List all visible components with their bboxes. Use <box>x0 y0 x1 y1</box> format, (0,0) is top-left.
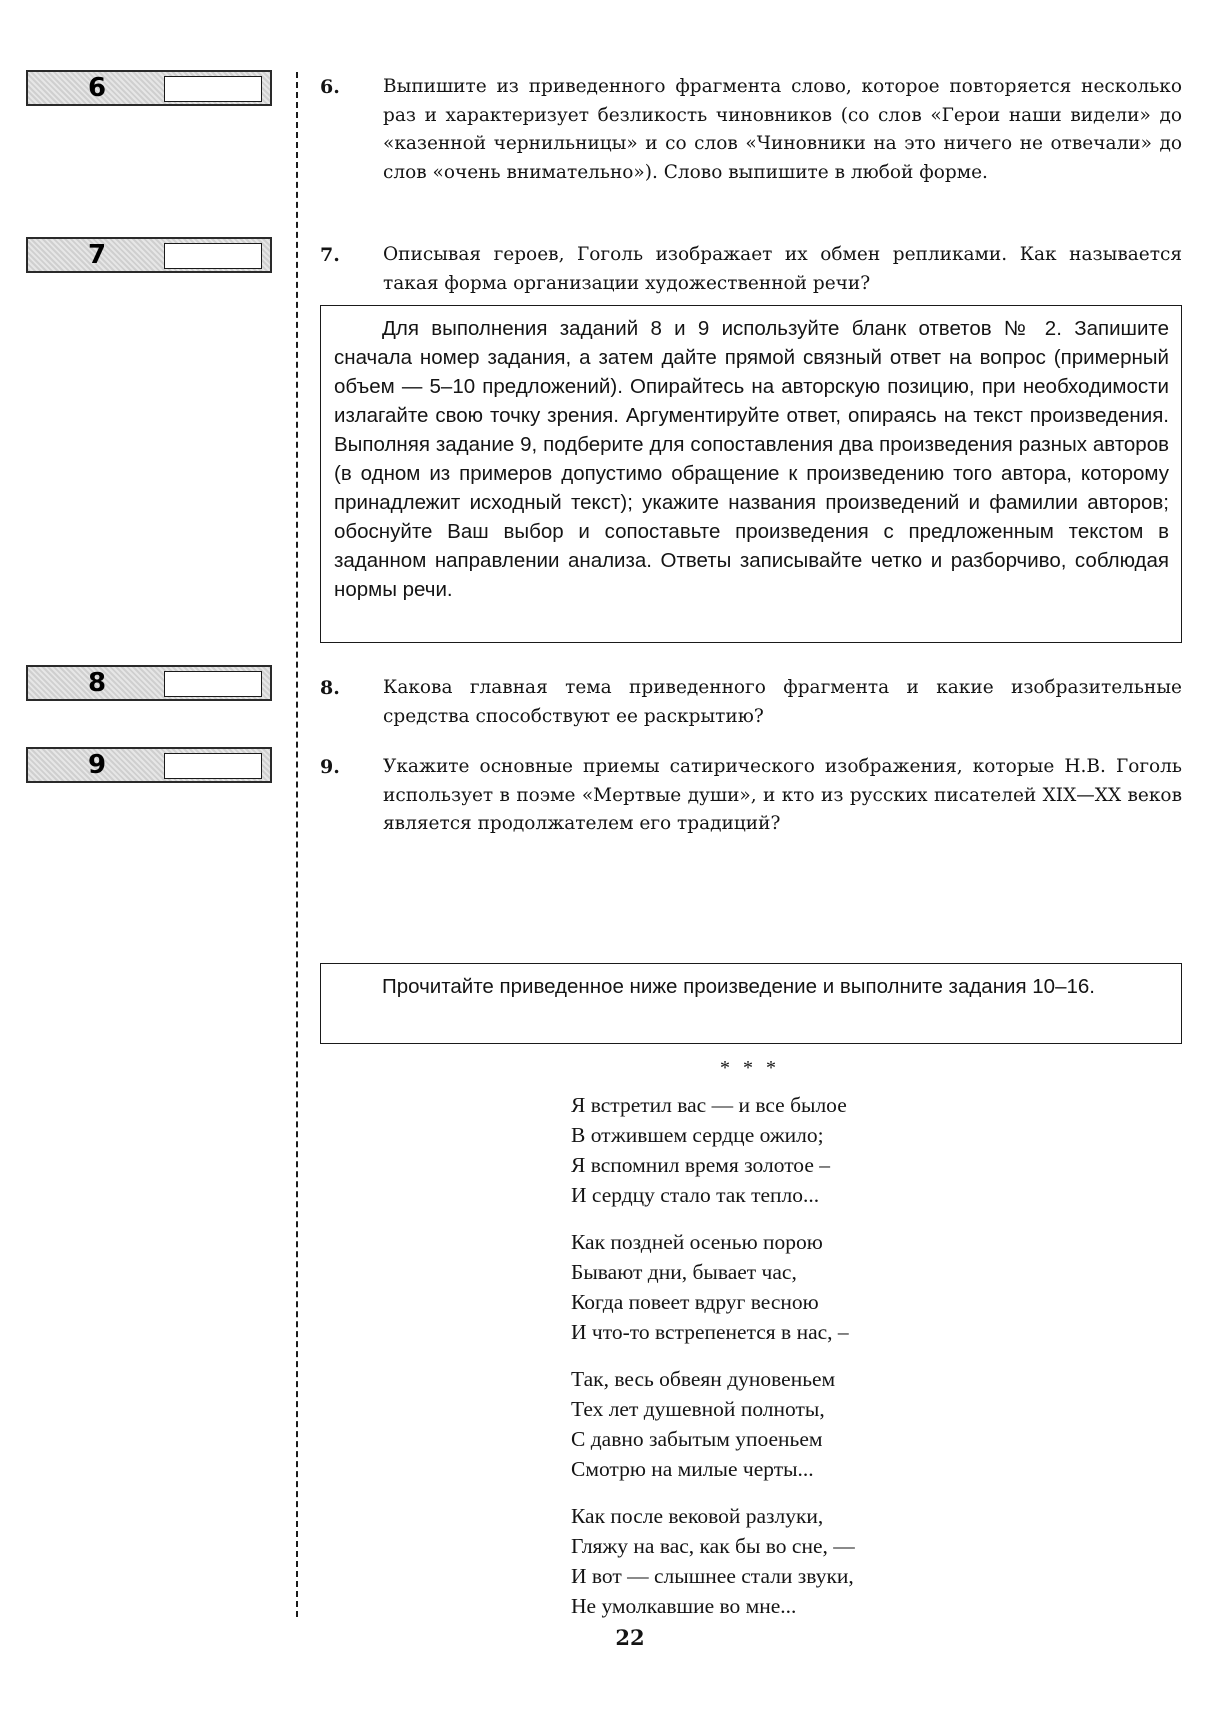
task-6 <box>320 73 1182 187</box>
answer-box-8 <box>26 665 272 701</box>
poem-line: Я вспомнил время золотое – <box>571 1153 830 1177</box>
poem-line: Гляжу на вас, как бы во сне, — <box>571 1534 855 1558</box>
answer-box-9 <box>26 747 272 783</box>
answer-box-7 <box>26 237 272 273</box>
instruction-text: Прочитайте приведенное ниже произведение и выполните задания 10–16. <box>382 975 1095 998</box>
instruction-box-tasks-8-9 <box>320 305 1182 643</box>
task-text: Выпишите из приведенного фрагмента слово, которое повторяется несколько раз и характеризует безликость чиновников (со слов «Герои наши видели» до «казенной чернильницы» и со слов «Чиновники на это ничего не отвечали» до слов «очень внимательно»). Слово выпишите в любой форме. <box>383 76 1182 183</box>
page-number: 22 <box>615 1625 645 1650</box>
poem-line: Как поздней осенью порою <box>571 1230 823 1254</box>
poem-line: С давно забытым упоеньем <box>571 1427 823 1451</box>
task-number: 9. <box>320 756 340 778</box>
poem-line: Бывают дни, бывает час, <box>571 1260 797 1284</box>
poem-line: И что-то встрепенется в нас, – <box>571 1320 849 1344</box>
poem-title-asterisks: * * * <box>720 1057 780 1079</box>
task-7 <box>320 241 1182 298</box>
task-text: Какова главная тема приведенного фрагмента и какие изобразительные средства способствуют ее раскрытию? <box>383 677 1182 727</box>
task-9 <box>320 753 1182 839</box>
answer-box-number: 7 <box>87 240 107 270</box>
answer-field[interactable] <box>164 671 262 697</box>
task-text: Описывая героев, Гоголь изображает их обмен репликами. Как называется такая форма организации художественной речи? <box>383 244 1182 294</box>
answer-box-number: 6 <box>87 73 107 103</box>
poem-stanza-3 <box>571 1364 855 1484</box>
poem <box>571 1090 855 1638</box>
answer-field[interactable] <box>164 753 262 779</box>
poem-line: Так, весь обвеян дуновеньем <box>571 1367 836 1391</box>
poem-line: И сердцу стало так тепло... <box>571 1183 820 1207</box>
instruction-box-tasks-10-16 <box>320 963 1182 1044</box>
poem-line: Когда повеет вдруг весною <box>571 1290 819 1314</box>
answer-box-6 <box>26 70 272 106</box>
instruction-text: Для выполнения заданий 8 и 9 используйте бланк ответов № 2. Запишите сначала номер задания, а затем дайте прямой связный ответ на вопрос (примерный объем — 5–10 предложений). Опирайтесь на авторскую позицию, при необходимости излагайте свою точку зрения. Аргументируйте ответ, опираясь на текст произведения. Выполняя задание 9, подберите для сопоставления два произведения разных авторов (в одном из примеров допустимо обращение к произведению того автора, которому принадлежит исходный текст); укажите названия произведений и фамилии авторов; обоснуйте Ваш выбор и сопоставьте произведения с предложенным текстом в заданном направлении анализа. Ответы записывайте четко и разборчиво, соблюдая нормы речи. <box>334 317 1169 601</box>
answer-field[interactable] <box>164 243 262 269</box>
task-8 <box>320 674 1182 731</box>
answer-field[interactable] <box>164 76 262 102</box>
task-number: 6. <box>320 76 340 98</box>
poem-stanza-4 <box>571 1501 855 1621</box>
poem-line: И вот — слышнее стали звуки, <box>571 1564 854 1588</box>
poem-line: Тех лет душевной полноты, <box>571 1397 825 1421</box>
task-number: 8. <box>320 677 340 699</box>
poem-line: В отжившем сердце ожило; <box>571 1123 824 1147</box>
poem-line: Как после вековой разлуки, <box>571 1504 824 1528</box>
poem-line: Не умолкавшие во мне... <box>571 1594 797 1618</box>
poem-stanza-2 <box>571 1227 855 1347</box>
poem-line: Я встретил вас — и все былое <box>571 1093 847 1117</box>
poem-line: Смотрю на милые черты... <box>571 1457 814 1481</box>
answer-box-number: 9 <box>87 750 107 780</box>
task-number: 7. <box>320 244 340 266</box>
answer-box-number: 8 <box>87 668 107 698</box>
task-text: Укажите основные приемы сатирического изображения, которые Н.В. Гоголь использует в поэме «Мертвые души», и кто из русских писателей XIX—XX веков является продолжателем его традиций? <box>383 756 1182 834</box>
poem-stanza-1 <box>571 1090 855 1210</box>
cut-line-divider <box>296 72 298 1617</box>
